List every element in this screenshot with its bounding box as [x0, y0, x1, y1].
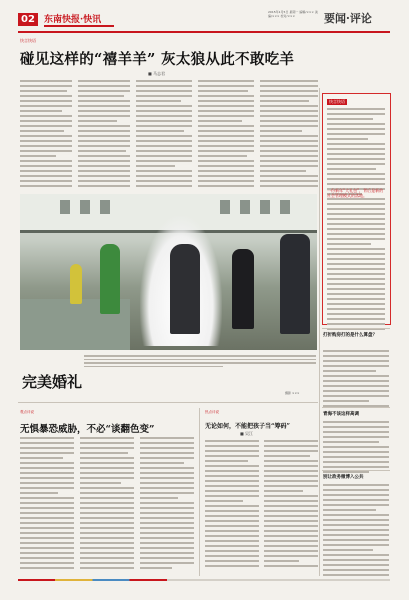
bottom-mid-author: ■ 吴江 [240, 431, 254, 436]
bottom-mid-tag: 热点评说 [205, 410, 219, 414]
top-story-headline: 碰见这样的“禧羊羊” 灰太狼从此不敢吃羊 [20, 51, 295, 68]
photo-credit: 摄影 ××× [285, 391, 300, 395]
sidebar-box [322, 93, 391, 325]
sidebar-pull-quote: 一份新年“大礼包”，背后是新的社会管理模式的落地。 [327, 188, 384, 198]
bottom-mid-column-1 [205, 440, 259, 570]
bottom-mid-headline: 无论如何，不能把孩子当“筹码” [205, 423, 290, 430]
sidebar-head: 快言快语 [329, 99, 345, 104]
bottom-left-tag: 观点评说 [20, 410, 34, 414]
photo-caption [84, 355, 316, 369]
bottom-mid-column-2 [264, 440, 318, 570]
bottom-left-column-3 [140, 437, 194, 572]
paper-name: 东南快报·快讯 [44, 12, 114, 27]
page-number: 02 [18, 13, 38, 26]
top-story-column-4 [198, 80, 254, 190]
brief-text-2 [323, 421, 389, 476]
page-footer [18, 579, 390, 581]
top-story-author: ■ 马志君 [148, 71, 166, 76]
date-line: 2015年1月5日 星期一 编辑/××× 美编/××× 校对/××× [268, 10, 318, 18]
sidebar-text [327, 108, 385, 333]
top-story-column-3 [136, 80, 192, 190]
page-header [0, 0, 409, 40]
brief-title-1: 打折购房打的是什么算盘？ [323, 333, 377, 338]
top-story-column-5 [260, 80, 318, 190]
brief-title-2: 青海不该这样高调 [323, 412, 359, 417]
top-story-column-2 [78, 80, 130, 190]
brief-title-3: 别让政务微博入公共 [323, 475, 364, 480]
brief-text-3 [323, 484, 389, 579]
top-story-tag: 快言快语 [20, 38, 36, 43]
bottom-left-column-2 [80, 437, 134, 572]
bottom-left-column-1 [20, 437, 74, 572]
section-title: 要闻·评论 [324, 12, 372, 25]
header-rule [18, 31, 390, 33]
photo-story-title: 完美婚礼 [22, 373, 83, 391]
wedding-photo [20, 194, 317, 350]
photo-groom [170, 244, 200, 334]
brief-text-1 [323, 350, 389, 410]
bottom-left-headline: 无惧暴恐威胁，不必“谈翻色变” [20, 424, 155, 435]
top-story-column-1 [20, 80, 72, 190]
